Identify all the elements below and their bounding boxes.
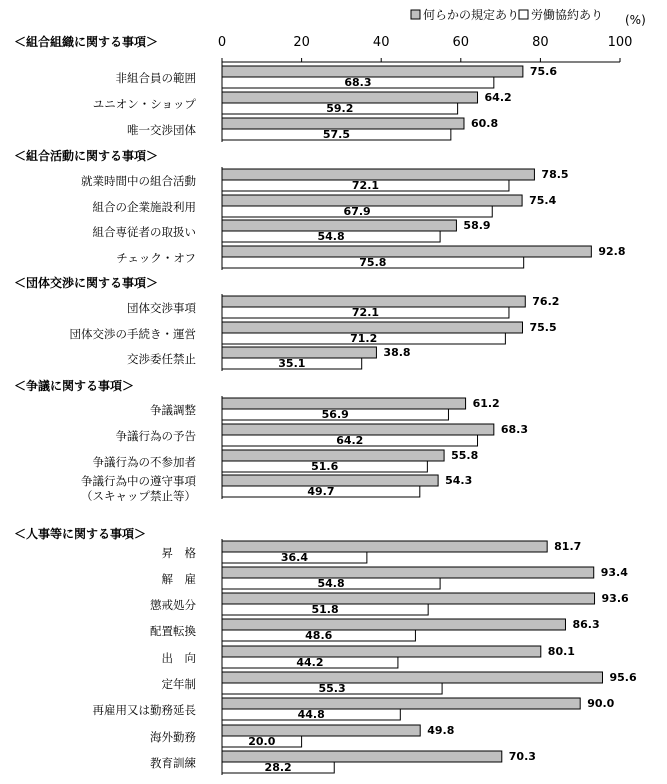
category-label: チェック・オフ — [116, 251, 196, 265]
item-4-6 — [93, 697, 615, 721]
value-label-rule: 76.2 — [532, 295, 560, 308]
value-label-agreement: 51.6 — [311, 460, 339, 473]
value-label-agreement: 54.8 — [317, 230, 345, 243]
value-label-rule: 70.3 — [508, 750, 536, 763]
x-tick-label-100: 100 — [607, 35, 633, 50]
item-0-2 — [127, 117, 498, 141]
item-4-1 — [162, 566, 629, 590]
item-2-2 — [127, 346, 411, 370]
item-4-2 — [150, 592, 629, 616]
value-label-rule: 54.3 — [445, 474, 473, 487]
value-label-rule: 90.0 — [587, 697, 615, 710]
legend — [411, 7, 603, 22]
category-label: 組合の企業施設利用 — [92, 200, 196, 214]
category-label: 解 雇 — [161, 572, 196, 586]
legend-swatch-1 — [519, 10, 528, 19]
item-4-7 — [150, 724, 454, 748]
category-label: 争議行為中の遵守事項 — [81, 474, 196, 488]
value-label-agreement: 20.0 — [248, 735, 276, 748]
category-label: 争議行為の予告 — [115, 429, 196, 443]
value-label-rule: 75.5 — [529, 321, 557, 334]
value-label-agreement: 54.8 — [317, 577, 345, 590]
value-label-rule: 58.9 — [463, 219, 491, 232]
section-1 — [14, 148, 625, 269]
value-label-agreement: 68.3 — [344, 76, 372, 89]
value-label-rule: 75.4 — [529, 194, 557, 207]
item-0-1 — [93, 91, 512, 115]
value-label-agreement: 71.2 — [350, 332, 378, 345]
value-label-agreement: 44.2 — [296, 656, 324, 669]
category-label: 争議行為の不参加者 — [92, 455, 196, 469]
value-label-rule: 38.8 — [383, 346, 411, 359]
value-label-rule: 93.6 — [601, 592, 629, 605]
unit-label: (%) — [625, 13, 646, 27]
value-label-agreement: 49.7 — [307, 485, 335, 498]
category-label: 昇 格 — [161, 546, 196, 560]
item-4-5 — [162, 671, 637, 695]
category-label: 争議調整 — [150, 403, 196, 417]
category-label: 団体交渉の手続き・運営 — [69, 327, 196, 341]
value-label-rule: 95.6 — [609, 671, 637, 684]
value-label-agreement: 28.2 — [264, 761, 292, 774]
x-axis — [218, 35, 633, 62]
item-1-0 — [81, 168, 569, 192]
category-label: 懲戒処分 — [150, 598, 196, 612]
item-0-0 — [116, 65, 558, 89]
value-label-agreement: 64.2 — [336, 434, 364, 447]
category-label: 出 向 — [161, 651, 196, 665]
category-label: 教育訓練 — [150, 756, 196, 770]
bar-rule — [222, 246, 591, 257]
category-label: 海外勤務 — [150, 730, 196, 744]
bar-rule — [222, 672, 602, 683]
value-label-rule: 49.8 — [427, 724, 455, 737]
value-label-agreement: 48.6 — [305, 629, 333, 642]
value-label-agreement: 35.1 — [278, 357, 306, 370]
value-label-agreement: 59.2 — [326, 102, 354, 115]
item-4-3 — [150, 618, 600, 642]
value-label-agreement: 51.8 — [311, 603, 339, 616]
category-label: 就業時間中の組合活動 — [81, 174, 196, 188]
item-3-1 — [116, 423, 528, 447]
value-label-agreement: 44.8 — [297, 708, 325, 721]
value-label-rule: 92.8 — [598, 245, 626, 258]
category-label: 定年制 — [161, 677, 196, 691]
legend-label-0: 何らかの規定あり — [423, 8, 520, 22]
value-label-rule: 60.8 — [470, 117, 499, 130]
value-label-agreement: 67.9 — [343, 205, 371, 218]
item-3-3 — [81, 474, 472, 503]
bar-rule — [222, 593, 595, 604]
item-4-8 — [150, 750, 536, 774]
bar-rule — [222, 195, 522, 206]
bar-rule — [222, 541, 547, 552]
value-label-rule: 93.4 — [600, 566, 628, 579]
item-4-4 — [162, 645, 575, 669]
category-label: 再雇用又は勤務延長 — [92, 703, 196, 717]
value-label-rule: 61.2 — [472, 397, 500, 410]
item-3-0 — [150, 397, 500, 421]
legend-swatch-0 — [411, 10, 420, 19]
value-label-agreement: 36.4 — [280, 551, 309, 564]
item-1-3 — [116, 245, 625, 269]
value-label-agreement: 72.1 — [351, 306, 380, 319]
section-title-4: ＜人事等に関する事項＞ — [14, 527, 147, 541]
value-label-rule: 75.6 — [529, 65, 558, 78]
value-label-rule: 68.3 — [500, 423, 528, 436]
category-label: 非組合員の範囲 — [115, 71, 196, 85]
value-label-rule: 81.7 — [554, 540, 582, 553]
x-tick-label-80: 80 — [532, 35, 549, 50]
value-label-agreement: 72.1 — [351, 179, 380, 192]
category-label-line2: （スキャップ禁止等） — [81, 489, 196, 503]
bar-rule — [222, 66, 523, 77]
legend-label-1: 労働協約あり — [531, 8, 604, 22]
value-label-rule: 86.3 — [572, 618, 600, 631]
item-3-2 — [93, 449, 479, 473]
item-1-2 — [93, 219, 491, 243]
value-label-rule: 78.5 — [541, 168, 569, 181]
category-label: 組合専従者の取扱い — [92, 225, 196, 239]
category-label: 唯一交渉団体 — [127, 123, 196, 137]
value-label-rule: 64.2 — [484, 91, 512, 104]
bar-rule — [222, 567, 594, 578]
item-2-1 — [70, 321, 557, 345]
bar-rule — [222, 619, 565, 630]
value-label-rule: 80.1 — [547, 645, 575, 658]
category-label: 交渉委任禁止 — [127, 352, 196, 366]
section-2 — [14, 275, 559, 370]
item-2-0 — [127, 295, 559, 319]
item-1-1 — [93, 194, 557, 218]
category-label: 団体交渉事項 — [127, 301, 196, 315]
bar-rule — [222, 698, 580, 709]
section-0 — [14, 34, 557, 141]
x-tick-label-60: 60 — [452, 35, 470, 50]
category-label: ユニオン・ショップ — [92, 97, 196, 111]
value-label-agreement: 75.8 — [359, 256, 387, 269]
section-4 — [14, 526, 637, 774]
item-4-0 — [162, 540, 582, 564]
section-title-2: ＜団体交渉に関する事項＞ — [14, 276, 159, 290]
value-label-rule: 55.8 — [451, 449, 479, 462]
x-tick-label-40: 40 — [372, 35, 390, 50]
value-label-agreement: 57.5 — [322, 128, 350, 141]
value-label-agreement: 56.9 — [321, 408, 349, 421]
section-title-3: ＜争議に関する事項＞ — [14, 379, 135, 393]
section-3 — [14, 378, 528, 503]
value-label-agreement: 55.3 — [318, 682, 346, 695]
category-label: 配置転換 — [150, 624, 196, 638]
section-title-1: ＜組合活動に関する事項＞ — [14, 149, 159, 163]
section-title-0: ＜組合組織に関する事項＞ — [14, 35, 159, 49]
x-tick-label-0: 0 — [217, 35, 227, 50]
bar-rule — [222, 646, 541, 657]
x-tick-label-20: 20 — [293, 35, 310, 50]
